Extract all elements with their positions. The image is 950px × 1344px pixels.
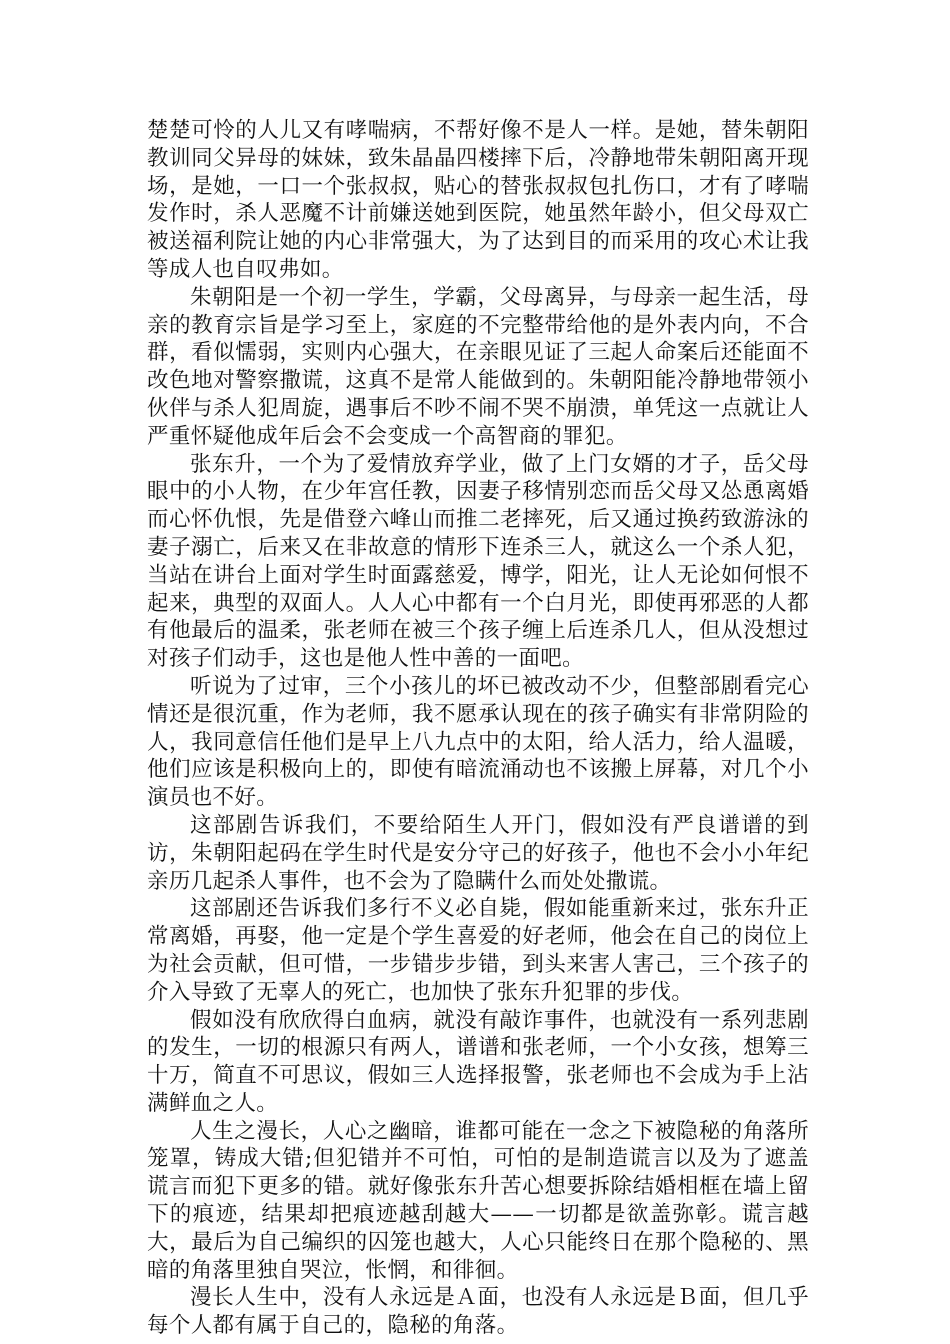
paragraph-1: 楚楚可怜的人儿又有哮喘病，不帮好像不是人一样。是她，替朱朝阳教训同父异母的妹妹，致朱晶晶四楼摔下后，冷静地带朱朝阳离开现场，是她，一口一个张叔叔，贴心的替张叔叔包扎伤口，才有了哮喘发作时，杀人恶魔不计前嫌送她到医院，她虽然年龄小，但父母双亡被送福利院让她的内心非常强大，为了达到目的而采用的攻心术让我等成人也自叹弗如。 [147, 118, 809, 282]
paragraph-3: 张东升，一个为了爱情放弃学业，做了上门女婿的才子，岳父母眼中的小人物，在少年宫任教，因妻子移情别恋而岳父母又怂恿离婚而心怀仇恨，先是借登六峰山而推二老摔死，后又通过换药致游泳的妻子溺亡，后来又在非故意的情形下连杀三人，就这么一个杀人犯，当站在讲台上面对学生时面露慈爱，博学，阳光，让人无论如何恨不起来，典型的双面人。人人心中都有一个白月光，即使再邪恶的人都有他最后的温柔，张老师在被三个孩子缠上后连杀几人，但从没想过对孩子们动手，这也是他人性中善的一面吧。 [147, 451, 809, 672]
paragraph-7: 假如没有欣欣得白血病，就没有敲诈事件，也就没有一系列悲剧的发生，一切的根源只有两人，谱谱和张老师，一个小女孩，想筹三十万，简直不可思议，假如三人选择报警，张老师也不会成为手上沾满鲜血之人。 [147, 1007, 809, 1116]
paragraph-2: 朱朝阳是一个初一学生，学霸，父母离异，与母亲一起生活，母亲的教育宗旨是学习至上，家庭的不完整带给他的是外表内向，不合群，看似懦弱，实则内心强大，在亲眼见证了三起人命案后还能面不改色地对警察撒谎，这真不是常人能做到的。朱朝阳能冷静地带领小伙伴与杀人犯周旋，遇事后不吵不闹不哭不崩溃，单凭这一点就让人严重怀疑他成年后会不会变成一个高智商的罪犯。 [147, 284, 809, 449]
paragraph-4: 听说为了过审，三个小孩儿的坏已被改动不少，但整部剧看完心情还是很沉重，作为老师，我不愿承认现在的孩子确实有非常阴险的人，我同意信任他们是早上八九点中的太阳，给人活力，给人温暖，他们应该是积极向上的，即使有暗流涌动也不该搬上屏幕，对几个小演员也不好。 [147, 673, 809, 811]
paragraph-5: 这部剧告诉我们，不要给陌生人开门，假如没有严良谱谱的到访，朱朝阳起码在学生时代是安分守己的好孩子，他也不会小小年纪亲历几起杀人事件，也不会为了隐瞒什么而处处撒谎。 [147, 812, 809, 894]
paragraph-8: 人生之漫长，人心之幽暗，谁都可能在一念之下被隐秘的角落所笼罩，铸成大错;但犯错并不可怕，可怕的是制造谎言以及为了遮盖谎言而犯下更多的错。就好像张东升苦心想要拆除结婚相框在墙上留下的痕迹，结果却把痕迹越刮越大——一切都是欲盖弥彰。谎言越大，最后为自己编织的囚笼也越大，人心只能终日在那个隐秘的、黑暗的角落里独自哭泣，怅惘，和徘徊。 [147, 1118, 809, 1283]
paragraph-9: 漫长人生中，没有人永远是Ａ面，也没有人永远是Ｂ面，但几乎每个人都有属于自己的，隐秘的角落。 [147, 1285, 809, 1339]
document-body [147, 117, 809, 1340]
paragraph-6: 这部剧还告诉我们多行不义必自毙，假如能重新来过，张东升正常离婚，再娶，他一定是个学生喜爱的好老师，他会在自己的岗位上为社会贡献，但可惜，一步错步步错，到头来害人害己，三个孩子的介入导致了无辜人的死亡，也加快了张东升犯罪的步伐。 [147, 896, 809, 1005]
